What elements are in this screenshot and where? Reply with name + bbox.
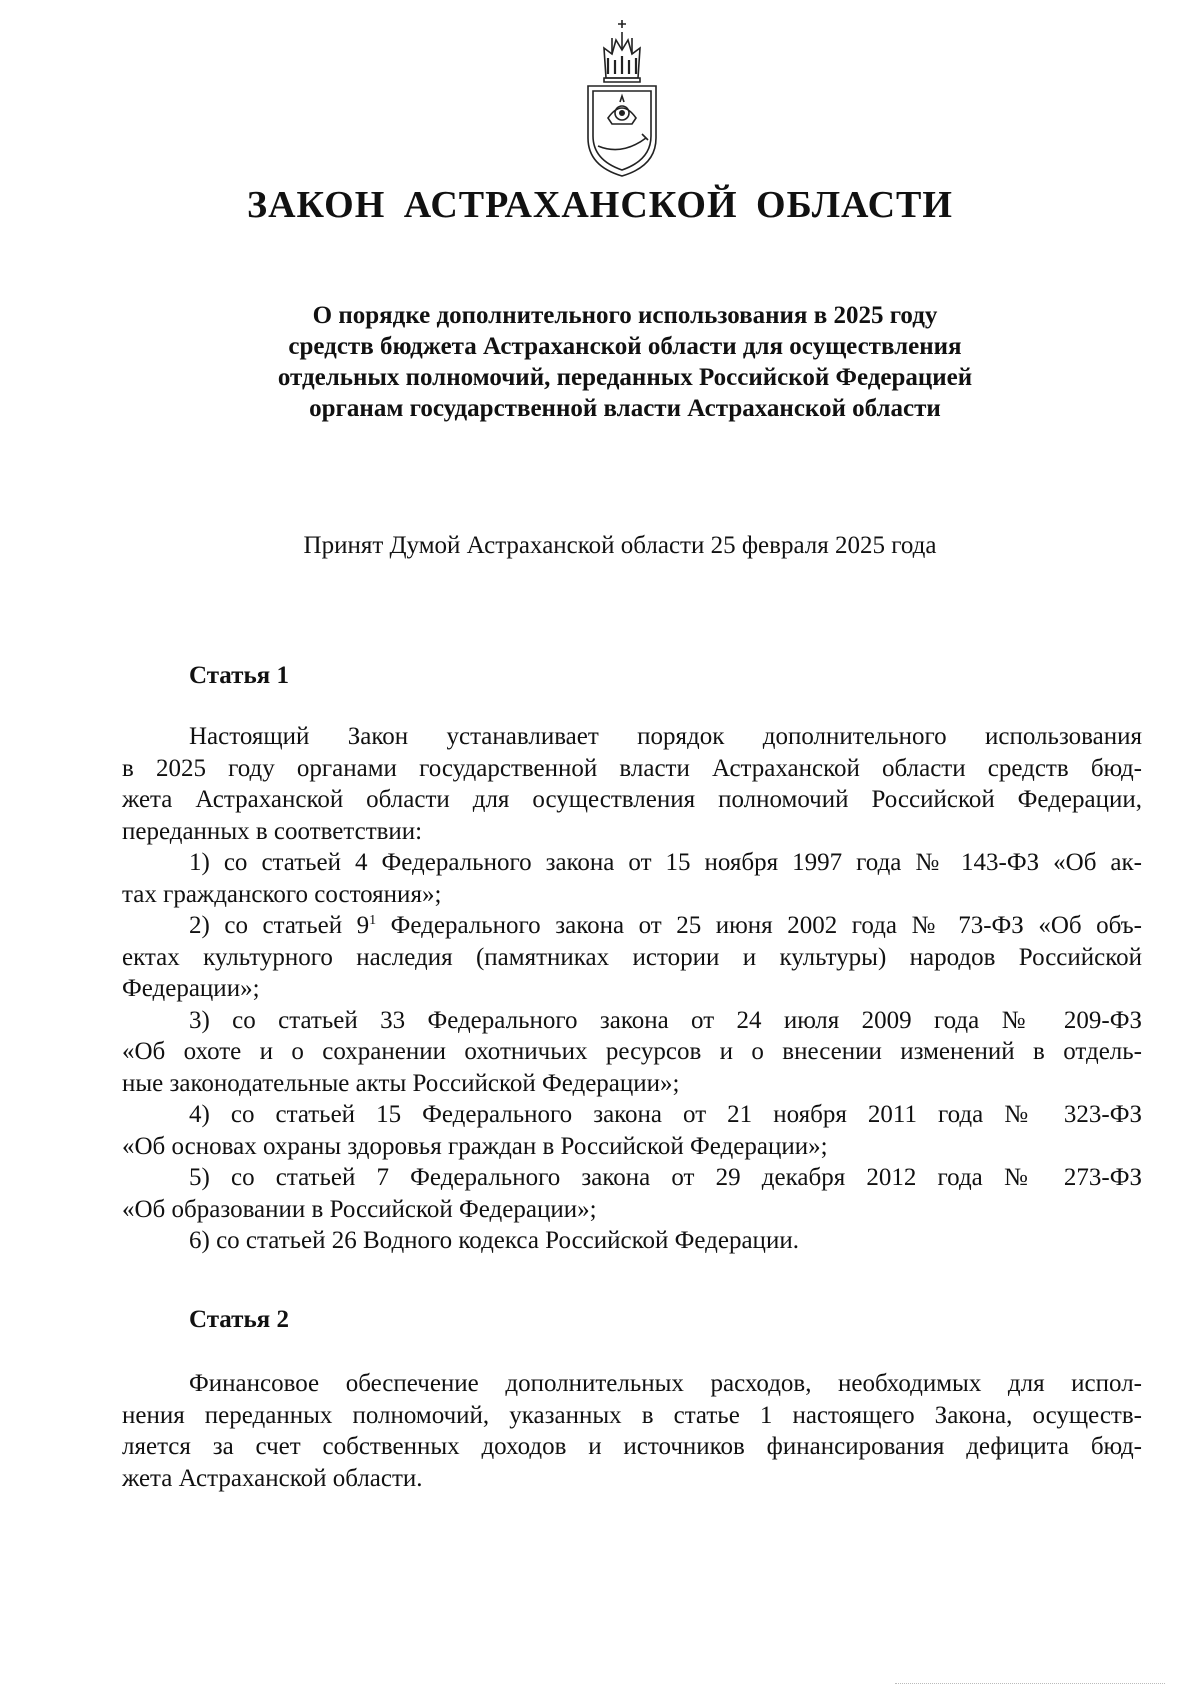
subtitle-line: средств бюджета Астраханской области для осуществления [288, 333, 962, 360]
article-1-heading: Статья 1 [189, 662, 289, 689]
paragraph-line: нения переданных полномочий, указанных в статье 1 настоящего Закона, осуществ- [122, 1401, 1142, 1429]
article-2-body [122, 1368, 1142, 1494]
list-item-line: «Об образовании в Российской Федерации»; [122, 1195, 597, 1223]
subtitle-line: органам государственной власти Астраханской области [309, 395, 941, 422]
list-item-line [122, 910, 1142, 942]
list-item-line: «Об основах охраны здоровья граждан в Российской Федерации»; [122, 1132, 828, 1160]
article-1-body [122, 721, 1142, 1257]
list-item-line: 3) со статьей 33 Федерального закона от 24 июля 2009 года № 209-ФЗ [189, 1006, 1142, 1034]
list-item-line: ектах культурного наследия (памятниках истории и культуры) народов Российской [122, 943, 1142, 971]
list-item-line: «Об охоте и о сохранении охотничьих ресурсов и о внесении изменений в отдель- [122, 1038, 1142, 1065]
list-item-text: 2) со статьей 9 [189, 912, 370, 939]
list-item-line: 6) со статьей 26 Водного кодекса Российской Федерации. [189, 1227, 799, 1254]
article-2-heading: Статья 2 [189, 1306, 289, 1333]
subtitle-line: отдельных полномочий, переданных Российской Федерацией [277, 364, 973, 391]
paragraph-line: жета Астраханской области. [122, 1464, 423, 1492]
law-title: ЗАКОН АСТРАХАНСКОЙ ОБЛАСТИ [247, 184, 953, 226]
coat-of-arms-emblem [582, 18, 662, 183]
list-item-line: Федерации»; [122, 975, 260, 1002]
paragraph-line: переданных в соответствии: [122, 817, 423, 845]
list-item-line: 4) со статьей 15 Федерального закона от 21 ноября 2011 года № 323-ФЗ [189, 1101, 1142, 1128]
adoption-date-line: Принят Думой Астраханской области 25 февраля 2025 года [303, 532, 937, 559]
footer-divider [895, 1683, 1165, 1684]
paragraph-line: в 2025 году органами государственной власти Астраханской области средств бюд- [122, 754, 1142, 782]
paragraph-line: Настоящий Закон устанавливает порядок дополнительного использования [189, 723, 1142, 750]
paragraph-line: жета Астраханской области для осуществления полномочий Российской Федерации, [122, 786, 1142, 813]
list-item-line: ные законодательные акты Российской Федерации»; [122, 1069, 680, 1097]
list-item-line: 1) со статьей 4 Федерального закона от 15 ноября 1997 года № 143-ФЗ «Об ак- [189, 849, 1142, 876]
law-subtitle [180, 300, 1070, 424]
paragraph-line: Финансовое обеспечение дополнительных расходов, необходимых для испол- [189, 1370, 1142, 1397]
list-item-line: тах гражданского состояния»; [122, 880, 442, 908]
list-item-line: 5) со статьей 7 Федерального закона от 29 декабря 2012 года № 273-ФЗ [189, 1164, 1142, 1191]
paragraph-line: ляется за счет собственных доходов и источников финансирования дефицита бюд- [122, 1433, 1142, 1460]
superscript: 1 [369, 913, 377, 928]
subtitle-line: О порядке дополнительного использования в 2025 году [312, 302, 938, 329]
list-item-text: Федерального закона от 25 июня 2002 года № 73-ФЗ «Об объ- [376, 912, 1142, 939]
